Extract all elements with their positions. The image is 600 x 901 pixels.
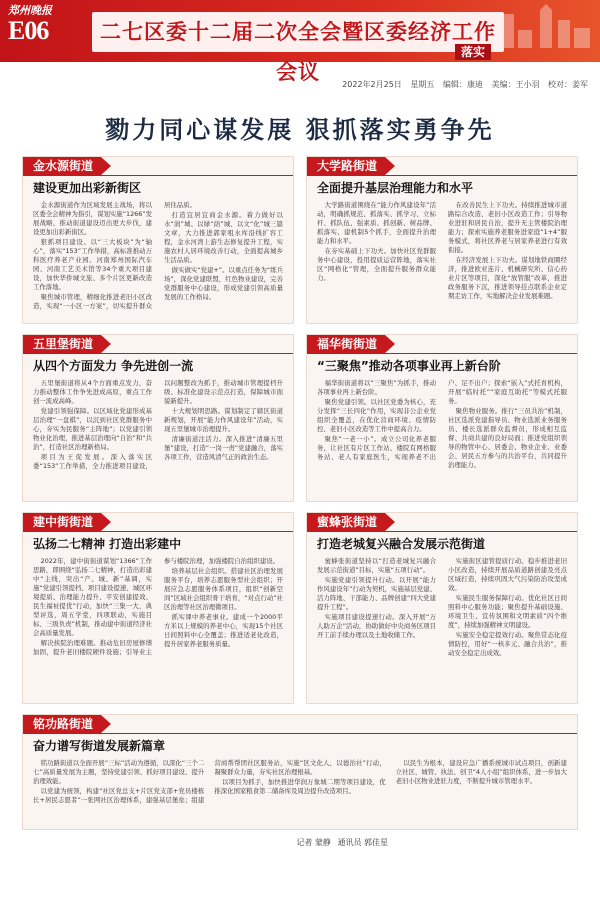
article-paragraph: 清廉街道注活力。深入推进“清廉五里堡”建设，打造“一岗一责”党建融合，落实各项工作，营造风清气正的政治生态。 xyxy=(164,435,283,461)
article-paragraph: 实施党建引领提升行动。以开展“能力作风建设年”行动为契机，实施基层党建、活力阵地、干部能力、品牌创建“四大党建提升工程”。 xyxy=(317,576,436,611)
article-paragraph: 聚焦城市管理，精细化推进老旧小区改造，实现“一小区一方案”，切实提升群众居住品质。 xyxy=(33,201,196,310)
divider xyxy=(307,175,577,176)
masthead xyxy=(0,0,600,84)
issue-meta xyxy=(336,79,588,90)
article-district-tag: 福华街街道 xyxy=(307,335,385,353)
article-paragraph: 金水源街道作为区域发展主战场，将以区委全会精神为指引，谋划实施“1266”发展战略，推动街道建设迈出更大步伐，建设更加出彩新街区。 xyxy=(33,201,152,236)
article-paragraph: 福华街街道将以“三聚焦”为抓手，推动各项事业再上新台阶。 xyxy=(317,379,436,396)
article-card xyxy=(22,714,578,830)
article-district-tag: 建中街街道 xyxy=(23,513,101,531)
article-body xyxy=(317,379,567,493)
article-paragraph: 蜜蜂张街道坚持以“打造老城复兴融合发展示范街道”目标，实施“五项行动”。 xyxy=(317,557,436,574)
article-title: 从四个方面发力 争先进创一流 xyxy=(33,359,194,373)
article-paragraph: 实施安全稳定提效行动。聚焦常态化疫情防控，用好“一核多元、融合共治”，推动安全稳定出成效。 xyxy=(448,631,567,657)
article-title: 建设更加出彩新街区 xyxy=(33,181,142,195)
article-title: “三聚焦”推动各项事业再上新台阶 xyxy=(317,359,501,373)
article-district-tag: 大学路街道 xyxy=(307,157,385,175)
article-body xyxy=(33,201,283,315)
article-paragraph: 抓实课中养老事业。建成一个2000平方米以上规模的养老中心，实现15个社区日间照料中心全覆盖；推进适老化改造，提升居家养老服务质量。 xyxy=(164,613,283,648)
correspondent-credit: 通讯员 郭佳星 xyxy=(337,838,388,847)
divider xyxy=(307,531,577,532)
proofreader-credit: 校对：姜军 xyxy=(548,80,588,89)
article-paragraph: 在夯实基础上下功夫。加快社区党群服务中心建设，投用提质运营阵地，落实社区“网格化”管理，全面提升服务群众能力。 xyxy=(317,247,436,282)
issue-date: 2022年2月25日 xyxy=(342,80,402,89)
byline xyxy=(292,837,388,848)
article-paragraph: 铭功路街道以全面开展“三标”活动为遵循，以深化“三个二七”高质量发展为主题，坚持党建引领、抓好项目建设、提升治理效能。 xyxy=(33,759,205,785)
article-district-tag: 金水源街道 xyxy=(23,157,101,175)
page-headline: 勠力同心谋发展 狠抓落实勇争先 xyxy=(105,115,495,144)
article-paragraph: 以党建为统领，构建“社区党总支+片区党支部+党员楼栋长+居民志愿者”一张网社区治理体系，建强基层堡垒；组建营商帮帮团社区服务站，实施“区文化人，以德治社”行动，凝聚群众力量，夯实社区治理根基。 xyxy=(33,759,386,804)
article-card xyxy=(306,156,578,324)
designer-credit: 美编：王小羽 xyxy=(491,80,540,89)
article-body xyxy=(317,557,567,695)
article-paragraph: 实施项目建设提速行动。深入开展“万人助万企”活动，协助做好中央商务区项目开工前手续办理以及土地收储工作。 xyxy=(317,613,436,639)
divider xyxy=(23,531,293,532)
article-title: 打造老城复兴融合发展示范街道 xyxy=(317,537,486,551)
article-paragraph: 以项目为抓手，加快推进华润万象城二期等项目建设，优推深化国家粮食第二储备库及周边提升改造项目。 xyxy=(214,778,386,795)
section-title: 二七区委十二届二次全会暨区委经济工作会议 xyxy=(92,12,504,52)
article-paragraph: 项目为王促发展。深入落实区委“153”工作举措，全力推进项目建设，以问题整改为抓手，推动城市管理提档升级、标准化建设示范点打造，保障城市面貌新提升。 xyxy=(33,379,283,470)
article-body xyxy=(33,379,283,493)
reporter-credit: 记者 蒙静 xyxy=(296,838,331,847)
article-district-tag: 五里堡街道 xyxy=(23,335,101,353)
article-title: 奋力谱写街道发展新篇章 xyxy=(33,739,166,753)
article-card xyxy=(306,334,578,502)
article-paragraph: 大学路街道围绕在“能力作风建设年”活动，明确抓规范、抓落实、抓学习、立标杆、抓队伍、强素质、抓创新、树品牌、抓落实、建机制5个抓手，全面提升治理能力和水平。 xyxy=(317,201,436,245)
page-number: E06 xyxy=(8,16,49,45)
article-paragraph: 实施街区建管提质行动。稳步推进老旧小区改造，持续开展品质道路创建及亮点区域打造，持续巩固大气污染防治攻坚成效。 xyxy=(448,557,567,592)
article-body xyxy=(317,201,567,315)
section-tag: 落实 xyxy=(455,44,491,60)
divider xyxy=(23,733,577,734)
article-paragraph: 十大规划明思路。谋划制定了辖区街道新规划，开展“能力作风建设年”活动，实现五里堡城市治理提升。 xyxy=(164,407,283,433)
newspaper-name: 郑州晚报 xyxy=(8,4,52,17)
article-card xyxy=(22,156,294,324)
article-paragraph: 解决挟院治理难题。推动危旧房屋修缮加固，提升老旧楼院硬件设施；引导业主参与楼院治理，加强楼院自治组织建设。 xyxy=(33,557,280,656)
article-district-tag: 蜜蜂张街道 xyxy=(307,513,385,531)
editor-credit: 编辑：康迪 xyxy=(442,80,483,89)
article-paragraph: 五里堡街道将从4个方面重点发力，奋力推动整体工作争先进成高原，重点工作创一流成高峰。 xyxy=(33,379,152,405)
article-paragraph: 狠抓项目建设。以“三大板块”为“轴心”，落实“153”工作举措，高标准推动万科医疗养老产业园、河南郑州国际汽车园、河南工艺美术馆等34个重大项目建设，加快华侨城文旅、多个片区更新改造工作落地。 xyxy=(33,238,152,291)
article-body xyxy=(33,557,283,695)
article-paragraph: 党建引领强保障。以区域化党建形成基层治理“一盘棋”，以沉到社区党群服务中心，夯实为民服务“主阵地”；以党建引领物业化治理，推进基层治理向“自治”和“共治”，打造社区治理新格局。 xyxy=(33,407,152,451)
article-paragraph: 2022年，建中街街道谋划“1366”工作思路，即围绕“弘扬二七精神，打造出彩建中”主线，突出“产、城、新”基调，实施“党建引领提档、项目建设提速、城区环境提质、治理能力提升、平安创建提效、民生福祉提优”行动，加快“三集一大，典型评选，周五学堂，四项联动，实施目标、三级负责”机制，推动建中街道经济社会高质量发展。 xyxy=(33,557,152,637)
article-card xyxy=(22,334,294,502)
article-paragraph: 在改善民生上下功夫。持续推进城市道路综合改造、老旧小区改造工作；引导物业进驻和居民自治，提升无主管楼院治理能力；探索实施养老服务进家庭“1+4”服务模式，将社区养老与居家养老进行有效衔接。 xyxy=(448,201,567,254)
article-card xyxy=(22,512,294,704)
divider xyxy=(23,353,293,354)
article-paragraph: 培养基层社会组织。搭建社区治理发展服务平台，培养志愿服务型社会组织；开展应急志愿服务体系项目，组织“创新空间”区域社会组织骨干培育，“对点行动”社区治理等社区治理微项目。 xyxy=(164,567,283,611)
article-title: 弘扬二七精神 打造出彩建中 xyxy=(33,537,182,551)
article-paragraph: 在经济发展上下功夫。谋划地铁商圈经济，推进欧亚连片、机械研究所、信心药业片区等项目，深化“放管服”改革，推进政务服务下沉，推进领导挂点联系企业定期走访工作，实地解决企业发展难题。 xyxy=(448,256,567,300)
article-body xyxy=(33,759,567,821)
article-paragraph: 聚焦物业服务。推行“三员共治”机制，社区选派党建指导员、物业选派业务服务员、楼长选派群众监督员，形成相互监督、共商共建的良好局面；推进党组织领导的物管中心、居委会、物业企业、业委会、居民五方参与的共治平台，共同提升治理能力。 xyxy=(448,407,567,469)
article-paragraph: 实施民生服务保障行动。优化社区日间照料中心服务功能；聚焦提升基础设施、环境卫生、宣传氛围和文明素质“四个维度”，持续加强精神文明建设。 xyxy=(448,594,567,629)
divider xyxy=(23,175,293,176)
article-title: 全面提升基层治理能力和水平 xyxy=(317,181,474,195)
article-paragraph: 做实做实“党建+”。以重点任务为“练兵场”，深化党建联盟，红色物业建设，完善党群服务中心建设，形成党建引领高质量发展的工作格局。 xyxy=(164,266,283,301)
article-paragraph: 聚焦党建引领。以社区党委为核心，充分发挥“三长四化”作用，实现非公企业党组织全覆盖，在优化营商环境、疫情防控、老旧小区改造等工作中提高合力。 xyxy=(317,398,436,433)
article-paragraph: 聚焦“一老一小”。成立公司化养老服务，让社区有片区工作站、楼院有网格服务站、老人有家庭医生，实现养老不出户、足不出户；探索“嵌入”式托育机构，开展“临时托”“家庭互助托”等模式托服务。 xyxy=(317,379,567,461)
article-paragraph: 打造宜居宜商金水源。着力做好以水“润”城、以绿“荫”城、以文“化”城三篇文章，大力推进郭家咀水库沿线扩容工程，金水河湾上游生态修复提升工程，实施农村人居环境改善行动，全面提高城乡生活品质。 xyxy=(164,211,283,264)
page-footer-space xyxy=(0,856,600,901)
divider xyxy=(307,353,577,354)
issue-weekday: 星期五 xyxy=(410,80,435,89)
article-paragraph: 以民生为根本，建设应急广播系统城市试点项目，创新建立社区、城管、执法、创卫“4人小组”组织体系，进一步加大老旧小区物业进驻力度，不断提升城市管理水平。 xyxy=(395,759,567,785)
article-district-tag: 铭功路街道 xyxy=(23,715,101,733)
article-card xyxy=(306,512,578,704)
